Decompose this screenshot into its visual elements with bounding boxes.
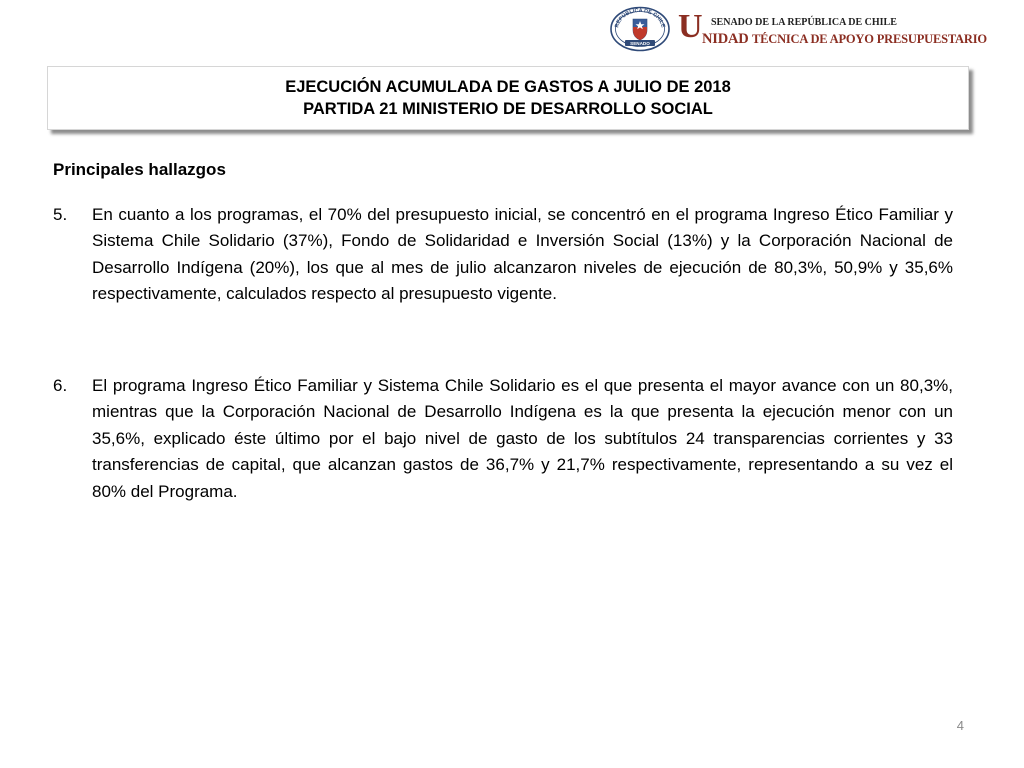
brand-unit-name-first: NIDAD (702, 31, 752, 47)
finding-number: 6. (53, 376, 68, 395)
brand-unit-name-rest: TÉCNICA DE APOYO PRESUPUESTARIO (751, 32, 987, 46)
brand-initial: U (678, 8, 703, 45)
finding-text: En cuanto a los programas, el 70% del presupuesto inicial, se concentró en el programa Ingreso Ético Familiar y Sistema Chile Solidario (37%), Fondo de Solidaridad e Inversión Social (13%) y la Corporación Nacional de Desarrollo Indígena (20%), los que al mes de julio alcanzaron niveles de ejecución de 80,3%, 50,9% y 35,6% respectivamente, calculados respecto al presupuesto vigente. (92, 205, 953, 304)
finding-text: El programa Ingreso Ético Familiar y Sistema Chile Solidario es el que presenta el mayor avance con un 80,3%, mientras que la Corporación Nacional de Desarrollo Indígena es la que presenta la ejecución menor con un 35,6%, explicado éste último por el bajo nivel de gasto de los subtítulos 24 transparencias corrientes y 33 transferencias de capital, que alcanzan gastos de 36,7% y 21,7% respectivamente, representando a su vez el 80% del Programa. (92, 376, 953, 501)
brand-unit-name (702, 31, 987, 47)
section-heading: Principales hallazgos (53, 160, 226, 179)
page-number: 4 (956, 718, 964, 733)
senate-seal-logo (609, 6, 671, 52)
brand-senate-name: SENADO DE LA REPÚBLICA DE CHILE (711, 17, 897, 28)
unit-brand (678, 8, 1008, 52)
finding-item (53, 373, 953, 505)
slide-title-box (47, 66, 969, 130)
slide-subtitle: PARTIDA 21 MINISTERIO DE DESARROLLO SOCIAL (303, 100, 713, 118)
seal-icon (609, 6, 671, 52)
finding-item (53, 202, 953, 308)
seal-text-top: REPÚBLICA DE CHILE (614, 7, 666, 29)
slide-title: EJECUCIÓN ACUMULADA DE GASTOS A JULIO DE 2018 (285, 78, 731, 96)
finding-number: 5. (53, 205, 68, 224)
seal-text-bottom: SENADO (630, 40, 650, 46)
